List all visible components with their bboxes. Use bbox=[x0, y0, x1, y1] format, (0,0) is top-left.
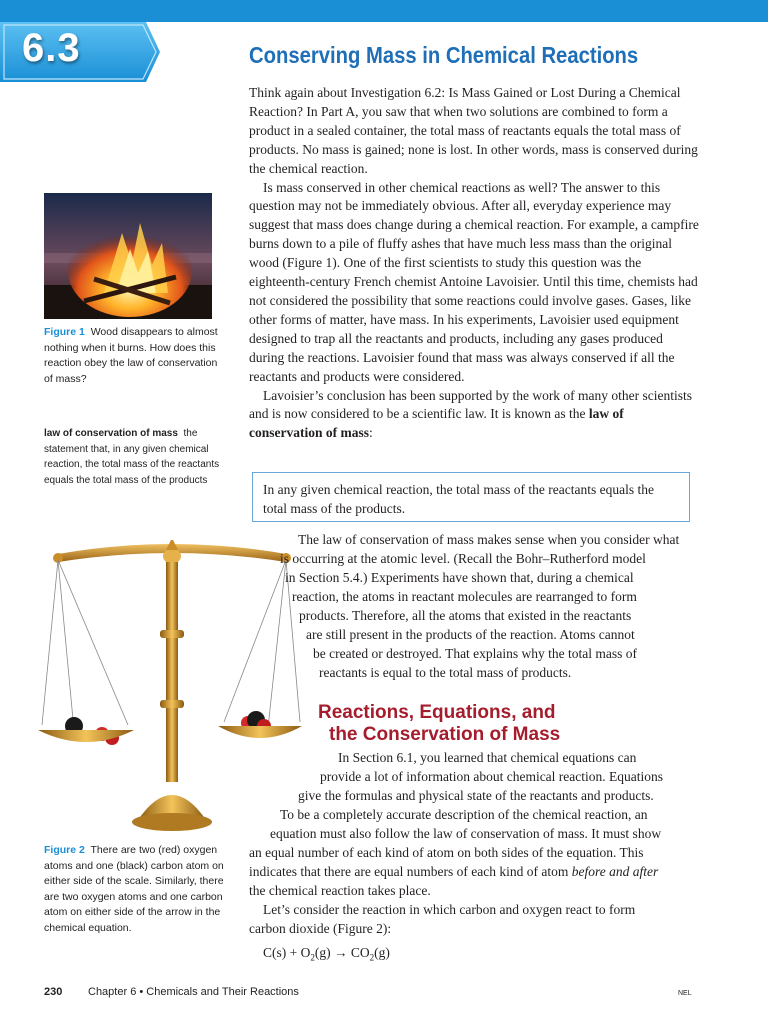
figure-1-label: Figure 1 bbox=[44, 326, 85, 338]
margin-definition-term: law of conservation of mass bbox=[44, 428, 178, 439]
campfire-photo bbox=[44, 193, 212, 319]
equation-text-line: To be a completely accurate description of the chemical reaction, an bbox=[280, 807, 648, 822]
intro-paragraph-3-end: : bbox=[369, 425, 373, 441]
figure-1-caption bbox=[44, 325, 224, 387]
intro-paragraph-3-start: Lavoisier’s conclusion has been supported by the work of many other scientists and is now considered to be a scientific law. It is known as the bbox=[249, 387, 693, 422]
intro-text bbox=[249, 84, 699, 443]
law-term: law of conservation of mass bbox=[249, 406, 624, 441]
intro-paragraph-1: Think again about Investigation 6.2: Is Mass Gained or Lost During a Chemical Reaction? In Part A, you saw that when two solutions are combined to form a product in a sealed container, the total mass of reactants equals the total mass of products. No mass is gained; none is lost. In other words, mass is conserved during the chemical reaction. bbox=[249, 85, 698, 176]
section-number: 6.3 bbox=[22, 26, 81, 70]
equation-middle: (g) → CO bbox=[314, 945, 370, 960]
atomic-line: be created or destroyed. That explains why the total mass of bbox=[313, 646, 638, 661]
equation-subscript-2: 2 bbox=[369, 952, 375, 963]
equation-text-line: equation must also follow the law of conservation of mass. It must show bbox=[270, 826, 662, 841]
equation-text-line: an equal number of each kind of atom on both sides of the equation. This bbox=[249, 845, 644, 860]
subheading-line-1: Reactions, Equations, and bbox=[318, 702, 556, 723]
atomic-line: in Section 5.4.) Experiments have shown that, during a chemical bbox=[285, 570, 634, 585]
law-statement-box: In any given chemical reaction, the total mass of the reactants equals the total mass of the products. bbox=[252, 472, 690, 522]
equation-lhs: C(s) + O bbox=[263, 945, 311, 960]
chemical-equation bbox=[263, 944, 390, 968]
equation-text-line: In Section 6.1, you learned that chemical equations can bbox=[338, 750, 637, 765]
equal-line-emphasis: before and after bbox=[571, 864, 659, 879]
figure-1-text: Wood disappears to almost nothing when it burns. How does this reaction obey the law of conservation of mass? bbox=[44, 326, 218, 385]
atomic-line: products. Therefore, all the atoms that existed in the reactants bbox=[299, 608, 632, 623]
figure-2-label: Figure 2 bbox=[44, 844, 85, 856]
equation-subscript-1: 2 bbox=[310, 952, 315, 963]
top-color-bar bbox=[0, 0, 768, 22]
final-line: Let’s consider the reaction in which carbon and oxygen react to form bbox=[263, 902, 636, 917]
intro-paragraph-2: Is mass conserved in other chemical reactions as well? The answer to this question may not be immediately obvious. After all, everyday experience may suggest that mass does change during a chemical reaction. For example, a campfire burns down to a pile of fluffy ashes that have much less mass than the original wood (Figure 1). One of the first scientists to study this question was the eighteenth-century French chemist Antoine Lavoisier. Until this time, chemists had not considered the possibility that some reactions could involve gases. Gases, like other forms of matter, have mass. In his experiments, Lavoisier used equipment designed to trap all the reactants and products, including any gases produced during the reactions. Lavoisier found that mass was always conserved if all the reactants and products were considered. bbox=[249, 179, 699, 384]
atomic-line: is occurring at the atomic level. (Recall the Bohr–Rutherford model bbox=[280, 551, 646, 566]
equation-text-line: provide a lot of information about chemical reaction. Equations bbox=[320, 769, 664, 784]
equation-text-line: give the formulas and physical state of the reactants and products. bbox=[298, 788, 654, 803]
final-line: carbon dioxide (Figure 2): bbox=[249, 921, 392, 936]
equation-text-line bbox=[249, 863, 658, 882]
balance-scale-illustration bbox=[38, 540, 306, 835]
equal-line-start: indicates that there are equal numbers of each kind of atom bbox=[249, 864, 572, 879]
figure-2-text: There are two (red) oxygen atoms and one (black) carbon atom on either side of the scale. Similarly, there are two oxygen atoms and one carbon atom on either side of the arrow in the chemical equation. bbox=[44, 844, 224, 934]
intro-paragraph-3 bbox=[249, 387, 699, 444]
atomic-line: reaction, the atoms in reactant molecules are rearranged to form bbox=[292, 589, 637, 604]
equation-rhs: (g) bbox=[374, 945, 390, 960]
publisher-mark: NEL bbox=[678, 990, 692, 997]
final-line: the chemical reaction takes place. bbox=[249, 883, 431, 898]
margin-definition bbox=[44, 426, 224, 488]
subheading-line-2: the Conservation of Mass bbox=[329, 724, 561, 745]
page-title: Conserving Mass in Chemical Reactions bbox=[249, 42, 639, 68]
atomic-line: reactants is equal to the total mass of products. bbox=[319, 665, 572, 680]
atomic-line: are still present in the products of the reaction. Atoms cannot bbox=[306, 627, 635, 642]
chapter-footer: Chapter 6 • Chemicals and Their Reactions bbox=[88, 986, 299, 998]
atomic-line: The law of conservation of mass makes sense when you consider what bbox=[298, 532, 680, 547]
figure-2-caption bbox=[44, 843, 224, 936]
page-number: 230 bbox=[44, 986, 63, 998]
margin-definition-text: the statement that, in any given chemical reaction, the total mass of the reactants equals the total mass of the products bbox=[44, 428, 220, 486]
